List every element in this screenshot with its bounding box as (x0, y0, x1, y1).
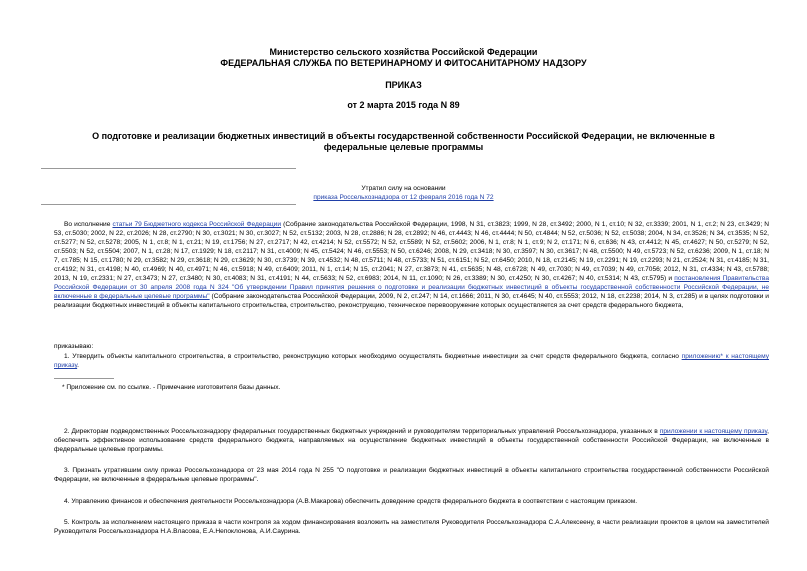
repeal-notice-link-wrap (0, 194, 807, 202)
appendix-link[interactable]: приложению* к настоящему приказу (54, 353, 769, 369)
order-item-3: 3. Признать утратившим силу приказ Россельхознадзора от 23 мая 2014 года N 255 "О подготовке и реализации бюджетных инвестиций в объекты капитального строительства государственной собственности Российской Федерации, не включенные в федеральные целевые программы". (54, 467, 769, 483)
item-2-text: 2. Директорам подведомственных Россельхознадзору федеральных государственных бюджетных учреждений и руководителям территориальных управлений Россельхознадзора, указанных в (64, 428, 660, 435)
preamble-end: (Собрание законодательства Российской Федерации, 2009, N 2, ст.247; N 14, ст.1666; 2011, N 30, ст.4645; N 40, ст.5553; 2012, N 18, ст.2238; 2014, N 3, ст.285) и в целях подготовки и реализации бюджетных инвестиций в объекты капитального строительства, строительство, реконструкцию, техническое перевооружение которых осуществляется за счет средств федерального бюджета, (54, 293, 769, 309)
order-item-5: 5. Контроль за исполнением настоящего приказа в части контроля за ходом финансирования возложить на заместителя Руководителя Россельхознадзора С.А.Алексеену, в части реализации проектов в целом на заместителей Руководителя Россельхознадзора Н.А.Власова, Е.А.Непоклонова, А.И.Саурина. (54, 519, 769, 535)
item-1-end: . (77, 362, 79, 369)
preamble-paragraph (54, 220, 769, 310)
order-item-2 (54, 427, 769, 454)
order-word: приказываю: (54, 343, 94, 350)
preamble-citations: (Собрание законодательства Российской Федерации, 1998, N 31, ст.3823; 1999, N 28, ст.3492; 2000, N 1, ст.10; N 32, ст.3339; 2001, N 1, ст.2; N 23, ст.3429; N 53, ст.5030; 2002, N 22, ст.2026; N 28, ст.2790; N 30, ст.3021; N 30, ст.3027; N 52, ст.5132; 2003, N 28, ст.2886; N 28, ст.2892; N 46, ст.4443; N 46, ст.4444; N 50, ст.4844; N 52, ст.5036; N 52, ст.5038; 2004, N 34, ст.3526; N 34, ст.3535; N 52, ст.5277; N 52, ст.5278; 2005, N 1, ст.8; N 1, ст.21; N 19, ст.1756; N 27, ст.2717; N 42, ст.4214; N 52, ст.5572; N 52, ст.5589; N 52, ст.5602; 2006, N 1, ст.8; N 1, ст.9; N 2, ст.171; N 6, ст.636; N 43, ст.4412; N 45, ст.4627; N 50, ст.5279; N 52, ст.5503; N 52, ст.5504; 2007, N 1, ст.28; N 17, ст.1929; N 18, ст.2117; N 31, ст.4009; N 45, ст.5424; N 46, ст.5553; N 50, ст.6246; 2008, N 29, ст.3418; N 30, ст.3597; N 30, ст.3617; N 48, ст.5500; N 49, ст.5723; N 52, ст.6236; 2009, N 1, ст.18; N 7, ст.785; N 15, ст.1780; N 29, ст.3582; N 29, ст.3618; N 29, ст.3629; N 30, ст.3739; N 39, ст.4532; N 48, ст.5711; N 48, ст.5733; N 51, ст.6151; N 52, ст.6450; 2010, N 18, ст.2145; N 19, ст.2291; N 19, ст.2293; N 21, ст.2524; N 31, ст.4185; N 31, ст.4192; N 31, ст.4198; N 40, ст.4969; N 40, ст.4971; N 46, ст.5918; N 49, ст.6409; 2011, N 1, ст.14; N 15, ст.2041; N 27, ст.3873; N 41, ст.5635; N 48, ст.6728; N 49, ст.7030; N 49, ст.7039; N 49, ст.7056; 2012, N 31, ст.4334; N 43, ст.5788; 2013, N 19, ст.2331; N 27, ст.3473; N 27, ст.3480; N 30, ст.4083; N 31, ст.4191; N 44, ст.5633; N 52, ст.6983; 2014, N 11, ст.1090; N 26, ст.3389; N 30, ст.4250; N 30, ст.4267; N 40, ст.5314; N 43, ст.5795) и (54, 221, 770, 282)
document-title: О подготовке и реализации бюджетных инвестиций в объекты государственной собственности Российской Федерации, не включенные в федеральные целевые программы (92, 131, 715, 152)
service-heading: ФЕДЕРАЛЬНАЯ СЛУЖБА ПО ВЕТЕРИНАРНОМУ И ФИТОСАНИТАРНОМУ НАДЗОРУ (220, 58, 587, 68)
repeal-order-link[interactable]: приказа Россельхознадзора от 12 февраля 2016 года N 72 (313, 194, 494, 201)
separator-line (41, 204, 296, 205)
separator-line (41, 168, 296, 169)
footnote: * Приложение см. по ссылке. - Примечание изготовителя базы данных. (62, 384, 281, 391)
government-decree-link[interactable]: постановления Правительства Российской Федерации от 30 апреля 2008 года N 324 "Об утверждении Правил принятия решения о подготовке и реализации бюджетных инвестиций в объекты государственной собственности Российской Федерации, не включенные в федеральные целевые программы" (54, 275, 769, 300)
item-1-text: 1. Утвердить объекты капитального строительства, в строительство, реконструкцию которых необходимо осуществлять бюджетные инвестиции за счет средств федерального бюджета, согласно (64, 353, 682, 360)
appendix-link-2[interactable]: приложении к настоящему приказу (659, 428, 768, 435)
budget-code-link[interactable]: статьи 79 Бюджетного кодекса Российской Федерации (112, 221, 282, 228)
ministry-heading: Министерство сельского хозяйства Российской Федерации (269, 47, 538, 57)
order-item-4: 4. Управлению финансов и обеспечения деятельности Россельхознадзора (А.В.Макарова) обеспечить доведение средств федерального бюджета в соответствии с настоящим приказом. (64, 498, 638, 505)
order-type-heading: ПРИКАЗ (385, 80, 422, 90)
order-date-number: от 2 марта 2015 года N 89 (347, 100, 460, 110)
footnote-separator (54, 378, 114, 379)
order-item-1 (54, 352, 769, 370)
preamble-start: Во исполнение (64, 221, 113, 228)
item-2-end: , обеспечить эффективное использование средств федерального бюджета, направляемых на осуществление бюджетных инвестиций в объекты государственной собственности Российской Федерации, не включенные в федеральные целевые программы. (54, 428, 769, 453)
repeal-notice-label: Утратил силу на основании (361, 185, 446, 192)
